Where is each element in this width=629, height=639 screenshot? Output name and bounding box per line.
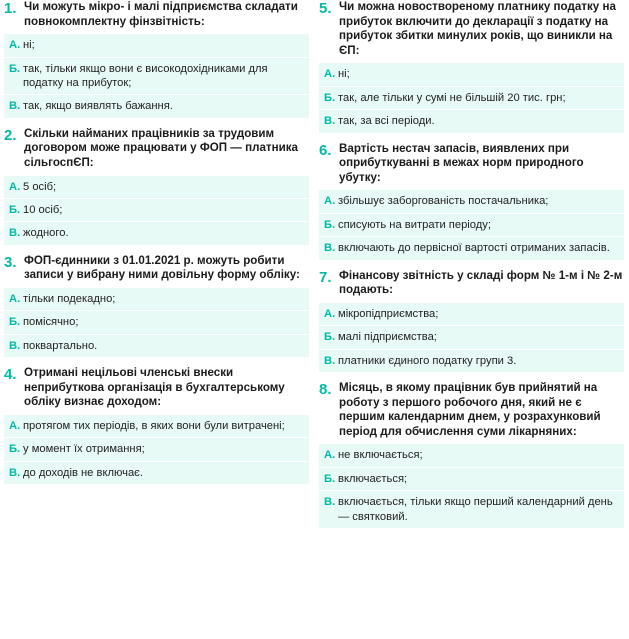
answer-option[interactable] xyxy=(319,236,624,259)
answer-text: у момент їх отримання; xyxy=(23,443,145,456)
answer-list xyxy=(319,63,624,132)
answer-option[interactable] xyxy=(319,325,624,348)
answer-option[interactable] xyxy=(4,176,309,198)
question-number: 6. xyxy=(319,141,332,159)
answer-letter: Б. xyxy=(9,443,21,456)
answer-text: так, тільки якщо вони є високодохідниками для податку на прибуток; xyxy=(23,62,268,89)
question-text: Скільки найманих працівників за трудовим договором може працювати у ФОП — платника сільгоспЄП: xyxy=(24,126,298,169)
question-block xyxy=(319,142,624,260)
answer-option[interactable] xyxy=(4,461,309,484)
answer-list xyxy=(4,34,309,118)
answer-text: поквартально. xyxy=(23,339,98,352)
question-header xyxy=(319,269,624,298)
answer-text: помісячно; xyxy=(23,316,79,329)
question-text: Чи можна новоствореному платнику податку на прибуток включити до декларації з податку на прибуток збитки минулих років, що виникли на ЄП: xyxy=(339,0,616,57)
answer-option[interactable] xyxy=(4,34,309,56)
question-block xyxy=(4,254,309,357)
answer-list xyxy=(4,176,309,245)
answer-list xyxy=(4,288,309,357)
answer-text: включають до первісної вартості отриманих запасів. xyxy=(338,242,610,255)
answer-letter: А. xyxy=(324,307,336,320)
answer-option[interactable] xyxy=(4,288,309,310)
answer-option[interactable] xyxy=(4,221,309,244)
answer-option[interactable] xyxy=(4,94,309,117)
answer-letter: Б. xyxy=(324,472,336,485)
question-text: Чи можуть мікро- і малі підприємства складати повнокомплектну фінзвітність: xyxy=(24,0,298,28)
answer-text: списують на витрати періоду; xyxy=(338,218,491,231)
question-block xyxy=(4,366,309,484)
answer-option[interactable] xyxy=(319,213,624,236)
question-block xyxy=(319,269,624,372)
answer-option[interactable] xyxy=(319,490,624,528)
question-number: 8. xyxy=(319,381,332,398)
answer-letter: В. xyxy=(9,227,21,240)
answer-letter: А. xyxy=(9,39,21,52)
answer-letter: Б. xyxy=(324,331,336,344)
answer-letter: В. xyxy=(9,100,21,113)
answer-text: включається; xyxy=(338,472,408,485)
question-header xyxy=(4,0,309,29)
answer-option[interactable] xyxy=(319,63,624,85)
question-block xyxy=(319,0,624,133)
answer-letter: Б. xyxy=(9,204,21,216)
answer-text: мікропідприємства; xyxy=(338,307,439,320)
answer-option[interactable] xyxy=(319,303,624,325)
answer-option[interactable] xyxy=(319,349,624,372)
answer-list xyxy=(319,303,624,372)
answer-text: збільшує заборгованість постачальника; xyxy=(338,195,549,208)
question-header xyxy=(4,254,309,283)
answer-text: ні; xyxy=(23,39,35,52)
answer-text: не включається; xyxy=(338,449,423,462)
answer-list xyxy=(319,444,624,528)
answer-option[interactable] xyxy=(319,86,624,109)
answer-text: до доходів не включає. xyxy=(23,466,144,479)
answer-text: 5 осіб; xyxy=(23,180,57,193)
answer-letter: В. xyxy=(324,115,336,128)
question-header xyxy=(319,381,624,439)
answer-text: 10 осіб; xyxy=(23,204,63,216)
question-text: Отримані нецільові членські внески неприбуткова організація в бухгалтерському обліку визнає доходом: xyxy=(24,366,285,409)
answer-option[interactable] xyxy=(4,415,309,437)
quiz-column-right xyxy=(319,0,624,537)
answer-text: включається, тільки якщо перший календарний день — святковий. xyxy=(338,496,613,523)
answer-option[interactable] xyxy=(4,437,309,460)
question-text: Вартість нестач запасів, виявлених при оприбуткуванні в межах норм природного убутку: xyxy=(339,141,584,184)
answer-option[interactable] xyxy=(319,444,624,466)
question-header xyxy=(319,0,624,58)
answer-letter: В. xyxy=(324,354,336,367)
answer-letter: В. xyxy=(324,496,336,509)
question-block xyxy=(4,0,309,118)
question-block xyxy=(319,381,624,528)
answer-letter: А. xyxy=(324,449,336,462)
answer-option[interactable] xyxy=(4,310,309,333)
answer-letter: Б. xyxy=(324,218,336,231)
answer-letter: А. xyxy=(9,293,21,305)
answer-letter: В. xyxy=(9,466,21,479)
answer-text: малі підприємства; xyxy=(338,331,437,344)
question-number: 5. xyxy=(319,0,332,17)
quiz-column-left xyxy=(4,0,309,537)
answer-text: ні; xyxy=(338,68,350,81)
answer-letter: А. xyxy=(9,420,21,432)
answer-text: так, якщо виявлять бажання. xyxy=(23,100,173,113)
answer-text: так, але тільки у сумі не більшій 20 тис. грн; xyxy=(338,91,566,104)
question-number: 1. xyxy=(4,0,17,17)
answer-option[interactable] xyxy=(4,334,309,357)
answer-option[interactable] xyxy=(319,190,624,212)
answer-letter: А. xyxy=(324,195,336,208)
question-header xyxy=(319,142,624,186)
answer-letter: В. xyxy=(324,242,336,255)
question-number: 7. xyxy=(319,268,332,286)
answer-text: так, за всі періоди. xyxy=(338,115,435,128)
answer-letter: А. xyxy=(9,180,21,193)
answer-text: платники єдиного податку групи 3. xyxy=(338,354,517,367)
answer-text: протягом тих періодів, в яких вони були витрачені; xyxy=(23,420,285,432)
answer-option[interactable] xyxy=(319,467,624,490)
answer-text: жодного. xyxy=(23,227,69,240)
question-text: ФОП-єдинники з 01.01.2021 р. можуть робити записи у вибрану ними довільну форму обліку: xyxy=(24,253,300,282)
question-block xyxy=(4,127,309,245)
answer-letter: Б. xyxy=(9,62,21,75)
question-number: 4. xyxy=(4,366,17,384)
answer-option[interactable] xyxy=(319,109,624,132)
answer-letter: А. xyxy=(324,68,336,81)
answer-letter: В. xyxy=(9,339,21,352)
answer-letter: Б. xyxy=(9,316,21,329)
question-number: 2. xyxy=(4,126,17,144)
answer-list xyxy=(319,190,624,259)
answer-text: тільки подекадно; xyxy=(23,293,116,305)
answer-option[interactable] xyxy=(4,57,309,95)
question-number: 3. xyxy=(4,253,17,271)
question-text: Місяць, в якому працівник був прийнятий на роботу з першого робочого дня, який не є першим календарним днем, у розрахунковий період для обчислення суми лікарняних: xyxy=(339,381,601,438)
question-header xyxy=(4,366,309,410)
answer-list xyxy=(4,415,309,484)
question-header xyxy=(4,127,309,171)
answer-option[interactable] xyxy=(4,198,309,221)
question-text: Фінансову звітність у складі форм № 1-м і № 2-м подають: xyxy=(339,268,623,297)
answer-letter: Б. xyxy=(324,91,336,104)
